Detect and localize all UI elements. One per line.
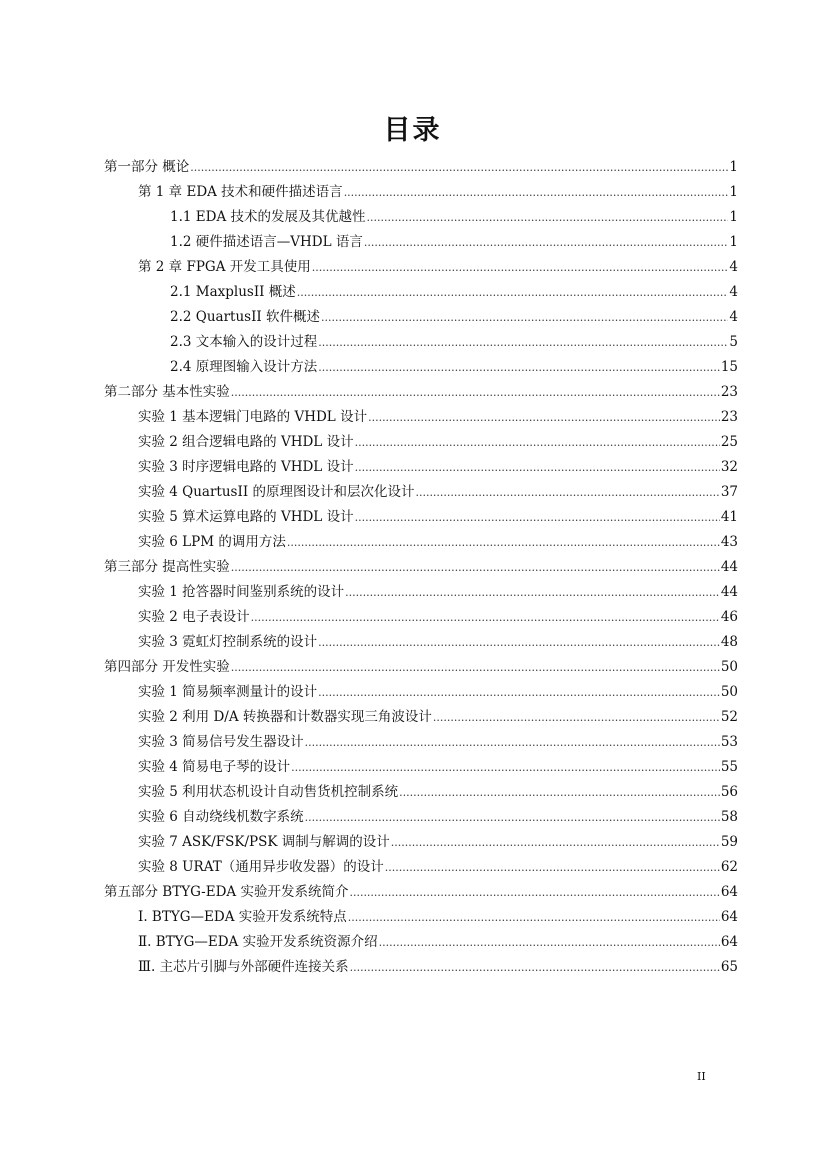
toc-entry-title: 第 1 章 EDA 技术和硬件描述语言 (138, 184, 343, 200)
toc-leader-dots (231, 655, 720, 680)
toc-entry[interactable] (104, 580, 738, 605)
toc-entry[interactable] (104, 180, 738, 205)
toc-entry-page: 25 (720, 434, 738, 450)
toc-entry-title: 实验 3 简易信号发生器设计 (138, 734, 304, 750)
toc-entry-page: 56 (720, 784, 738, 800)
toc-entry-page: 64 (720, 934, 738, 950)
toc-leader-dots (379, 930, 720, 955)
toc-entry-page: 1 (729, 159, 738, 175)
toc-leader-dots (349, 880, 719, 905)
toc-entry-title: 2.2 QuartusII 软件概述 (170, 309, 321, 325)
toc-entry[interactable] (104, 630, 738, 655)
toc-entry-title: 第三部分 提高性实验 (104, 559, 230, 575)
toc-entry-title: 实验 8 URAT（通用异步收发器）的设计 (138, 859, 384, 875)
toc-entry-title: 实验 5 利用状态机设计自动售货机控制系统 (138, 784, 399, 800)
toc-entry-page: 41 (720, 509, 738, 525)
toc-entry-title: 实验 7 ASK/FSK/PSK 调制与解调的设计 (138, 834, 390, 850)
toc-entry[interactable] (104, 955, 738, 980)
toc-entry-page: 1 (729, 184, 738, 200)
toc-leader-dots (190, 155, 728, 180)
toc-entry-title: 第五部分 BTYG-EDA 实验开发系统简介 (104, 884, 349, 900)
toc-leader-dots (433, 705, 720, 730)
toc-title: 目录 (383, 115, 442, 146)
toc-entry[interactable] (104, 555, 738, 580)
toc-entry-page: 4 (729, 284, 738, 300)
toc-leader-dots (355, 505, 720, 530)
toc-leader-dots (391, 830, 720, 855)
toc-entry-title: Ⅲ. 主芯片引脚与外部硬件连接关系 (138, 959, 349, 975)
toc-entry[interactable] (104, 680, 738, 705)
toc-entry-page: 52 (720, 709, 738, 725)
toc-entry-page: 58 (720, 809, 738, 825)
toc-entry-page: 1 (729, 209, 738, 225)
toc-leader-dots (297, 280, 729, 305)
toc-entry-title: 实验 2 电子表设计 (138, 609, 250, 625)
toc-entry[interactable] (104, 205, 738, 230)
toc-entry-page: 23 (720, 384, 738, 400)
toc-entry[interactable] (104, 880, 738, 905)
toc-entry-page: 55 (720, 759, 738, 775)
toc-entry[interactable] (104, 705, 738, 730)
toc-entry[interactable] (104, 855, 738, 880)
toc-entry-page: 46 (720, 609, 738, 625)
table-of-contents (104, 155, 738, 980)
toc-leader-dots (355, 430, 720, 455)
toc-entry-page: 50 (720, 684, 738, 700)
toc-entry-page: 48 (720, 634, 738, 650)
toc-entry-page: 64 (720, 884, 738, 900)
toc-entry[interactable] (104, 455, 738, 480)
toc-leader-dots (385, 855, 720, 880)
toc-entry[interactable] (104, 530, 738, 555)
toc-entry-title: 1.2 硬件描述语言—VHDL 语言 (170, 234, 363, 250)
toc-entry-title: 实验 3 时序逻辑电路的 VHDL 设计 (138, 459, 354, 475)
toc-entry[interactable] (104, 805, 738, 830)
toc-entry[interactable] (104, 480, 738, 505)
toc-entry-page: 59 (720, 834, 738, 850)
toc-entry-title: 实验 6 自动绕线机数字系统 (138, 809, 304, 825)
toc-entry-title: 实验 2 利用 D/A 转换器和计数器实现三角波设计 (138, 709, 432, 725)
toc-entry-page: 44 (720, 559, 738, 575)
toc-leader-dots (312, 255, 729, 280)
toc-entry-title: 2.1 MaxplusII 概述 (170, 284, 296, 300)
toc-entry-title: 实验 5 算术运算电路的 VHDL 设计 (138, 509, 354, 525)
toc-leader-dots (251, 605, 720, 630)
toc-leader-dots (355, 455, 720, 480)
toc-entry-title: 实验 2 组合逻辑电路的 VHDL 设计 (138, 434, 354, 450)
toc-leader-dots (305, 805, 720, 830)
toc-leader-dots (321, 305, 728, 330)
toc-leader-dots (318, 630, 720, 655)
toc-entry[interactable] (104, 905, 738, 930)
toc-entry[interactable] (104, 255, 738, 280)
toc-entry-page: 15 (720, 359, 738, 375)
toc-leader-dots (366, 205, 728, 230)
toc-leader-dots (350, 955, 720, 980)
toc-entry-page: 65 (720, 959, 738, 975)
toc-leader-dots (231, 380, 720, 405)
toc-leader-dots (345, 580, 720, 605)
toc-entry-title: 实验 3 霓虹灯控制系统的设计 (138, 634, 318, 650)
toc-entry[interactable] (104, 155, 738, 180)
toc-leader-dots (318, 355, 720, 380)
toc-entry-page: 4 (729, 259, 738, 275)
toc-leader-dots (364, 230, 729, 255)
toc-entry[interactable] (104, 755, 738, 780)
toc-entry-page: 62 (720, 859, 738, 875)
toc-leader-dots (415, 480, 719, 505)
toc-entry-page: 44 (720, 584, 738, 600)
toc-entry[interactable] (104, 780, 738, 805)
toc-leader-dots (291, 755, 720, 780)
toc-entry[interactable] (104, 730, 738, 755)
toc-entry-title: 实验 1 抢答器时间鉴别系统的设计 (138, 584, 345, 600)
toc-leader-dots (348, 905, 720, 930)
toc-entry[interactable] (104, 355, 738, 380)
toc-entry-title: 2.3 文本输入的设计过程 (170, 334, 318, 350)
toc-leader-dots (231, 555, 720, 580)
toc-entry-title: Ⅱ. BTYG—EDA 实验开发系统资源介绍 (138, 934, 378, 950)
toc-leader-dots (399, 780, 720, 805)
toc-entry-title: Ⅰ. BTYG—EDA 实验开发系统特点 (138, 909, 347, 925)
toc-leader-dots (344, 180, 729, 205)
toc-entry-page: 32 (720, 459, 738, 475)
toc-entry-page: 64 (720, 909, 738, 925)
toc-entry[interactable] (104, 505, 738, 530)
toc-entry[interactable] (104, 280, 738, 305)
toc-entry[interactable] (104, 230, 738, 255)
toc-entry[interactable] (104, 430, 738, 455)
toc-entry-page: 43 (720, 534, 738, 550)
toc-entry-title: 第 2 章 FPGA 开发工具使用 (138, 259, 311, 275)
toc-entry[interactable] (104, 655, 738, 680)
toc-leader-dots (287, 530, 720, 555)
toc-entry[interactable] (104, 930, 738, 955)
toc-entry[interactable] (104, 405, 738, 430)
toc-entry[interactable] (104, 330, 738, 355)
toc-entry-page: 50 (720, 659, 738, 675)
page-number: II (697, 1070, 706, 1083)
toc-entry[interactable] (104, 605, 738, 630)
toc-entry-page: 1 (729, 234, 738, 250)
toc-entry[interactable] (104, 380, 738, 405)
toc-entry-title: 第二部分 基本性实验 (104, 384, 230, 400)
toc-entry-page: 53 (720, 734, 738, 750)
toc-leader-dots (305, 730, 720, 755)
toc-entry-title: 第四部分 开发性实验 (104, 659, 230, 675)
toc-entry[interactable] (104, 305, 738, 330)
toc-entry-title: 2.4 原理图输入设计方法 (170, 359, 318, 375)
toc-entry-title: 实验 1 基本逻辑门电路的 VHDL 设计 (138, 409, 368, 425)
toc-leader-dots (368, 405, 720, 430)
toc-entry-title: 第一部分 概论 (104, 159, 190, 175)
toc-leader-dots (318, 680, 720, 705)
toc-entry-page: 5 (729, 334, 738, 350)
toc-entry-page: 23 (720, 409, 738, 425)
toc-entry-title: 实验 4 QuartusII 的原理图设计和层次化设计 (138, 484, 415, 500)
toc-entry-page: 4 (729, 309, 738, 325)
toc-entry-title: 实验 4 简易电子琴的设计 (138, 759, 291, 775)
toc-entry-title: 实验 1 简易频率测量计的设计 (138, 684, 318, 700)
toc-entry-title: 1.1 EDA 技术的发展及其优越性 (170, 209, 366, 225)
toc-entry[interactable] (104, 830, 738, 855)
toc-entry-page: 37 (720, 484, 738, 500)
toc-entry-title: 实验 6 LPM 的调用方法 (138, 534, 286, 550)
toc-leader-dots (318, 330, 728, 355)
